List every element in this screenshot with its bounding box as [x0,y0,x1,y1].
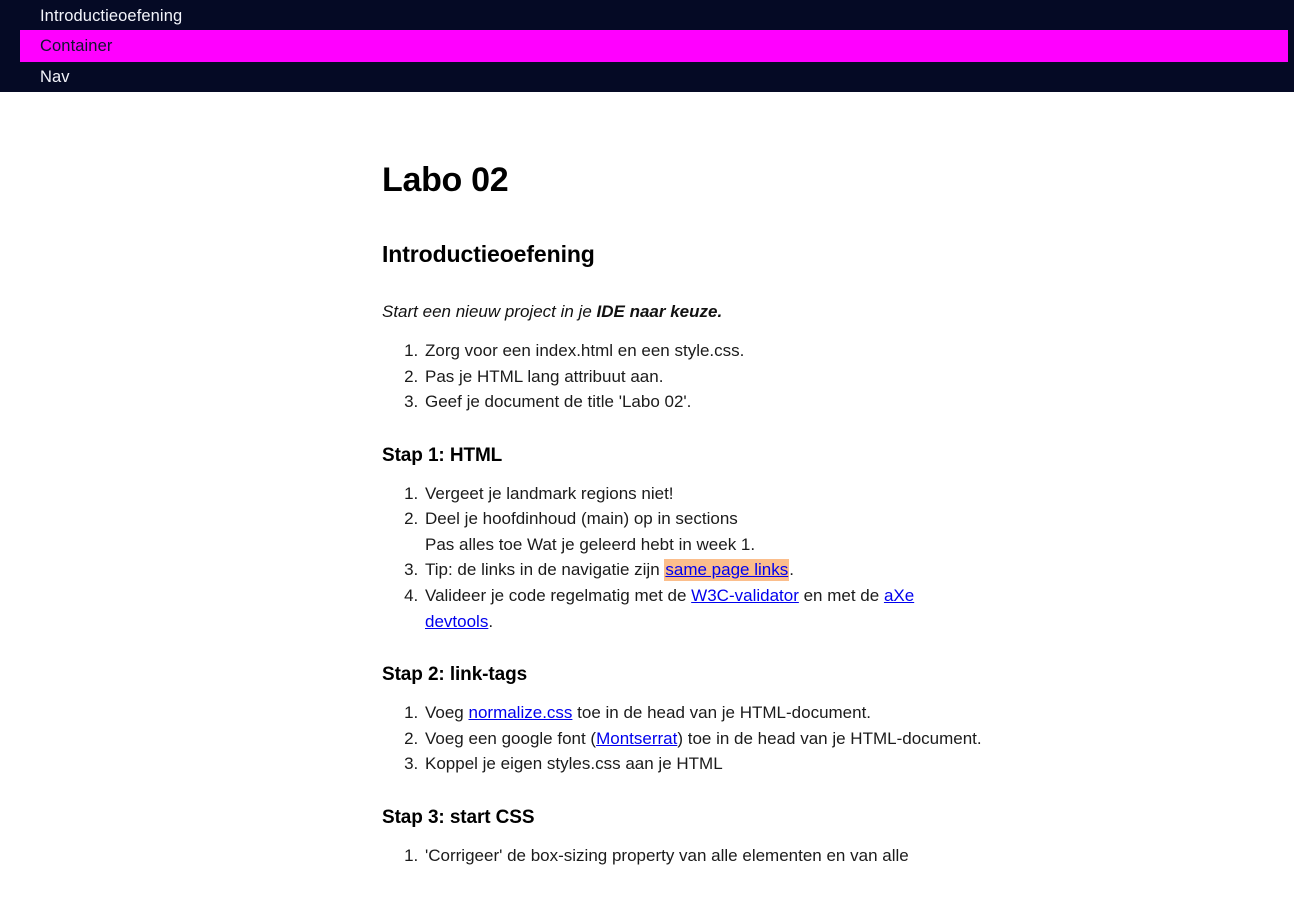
step-ordered-list [382,700,982,777]
lead-bold: IDE naar keuze. [596,302,723,322]
step-section [382,664,982,777]
page-body [0,92,1294,868]
nav-list [0,0,1294,91]
inline-link[interactable]: W3C-validator [691,585,799,605]
list-item: 1. Zorg voor een index.html en een style.css. [423,338,982,364]
nav-link-container[interactable]: Container [40,36,113,55]
list-item: 4. Valideer je code regelmatig met de W3C-validator en met de aXe devtools. [423,583,982,634]
nav-link-nav[interactable]: Nav [40,67,70,86]
nav-link-introductieoefening[interactable]: Introductieoefening [40,7,183,25]
step-heading: Stap 3: start CSS [382,806,535,828]
list-item: 1. Vergeet je landmark regions niet! [423,481,982,507]
main-content [382,160,982,868]
step-heading: Stap 1: HTML [382,444,503,466]
list-item: 3. Geef je document de title 'Labo 02'. [423,389,982,415]
inline-link[interactable]: Montserrat [596,728,678,748]
list-item: 1. 'Corrigeer' de box-sizing property van alle elementen en van alle [423,843,982,869]
lead-text: Start een nieuw project in je [382,302,597,322]
list-item: 2. Pas je HTML lang attribuut aan. [423,364,982,390]
page-title: Labo 02 [382,161,509,199]
list-item: 2. Deel je hoofdinhoud (main) op in sections Pas alles toe Wat je geleerd hebt in week 1. [423,506,982,557]
step-section [382,445,982,634]
highlighted-inline-link[interactable]: same page links [665,560,789,580]
section-heading-introductieoefening: Introductieoefening [382,240,595,267]
nav-item-introductieoefening[interactable] [0,0,1294,30]
top-navigation [0,0,1294,92]
step-ordered-list [382,481,982,635]
nav-item-container[interactable] [20,30,1288,62]
list-item: 3. Tip: de links in de navigatie zijn same page links. [423,557,982,583]
list-item: 2. Voeg een google font (Montserrat) toe in de head van je HTML-document. [423,726,982,752]
list-item: 1. Voeg normalize.css toe in de head van je HTML-document. [423,700,982,726]
lead-paragraph [382,300,982,325]
inline-link[interactable]: normalize.css [468,702,573,722]
intro-ordered-list [382,338,982,415]
step-ordered-list [382,843,982,869]
step-heading: Stap 2: link-tags [382,664,528,686]
list-item: 3. Koppel je eigen styles.css aan je HTML [423,751,982,777]
inline-link[interactable]: aXe devtools [425,585,915,631]
nav-item-nav[interactable] [0,62,1294,91]
step-section [382,807,982,868]
